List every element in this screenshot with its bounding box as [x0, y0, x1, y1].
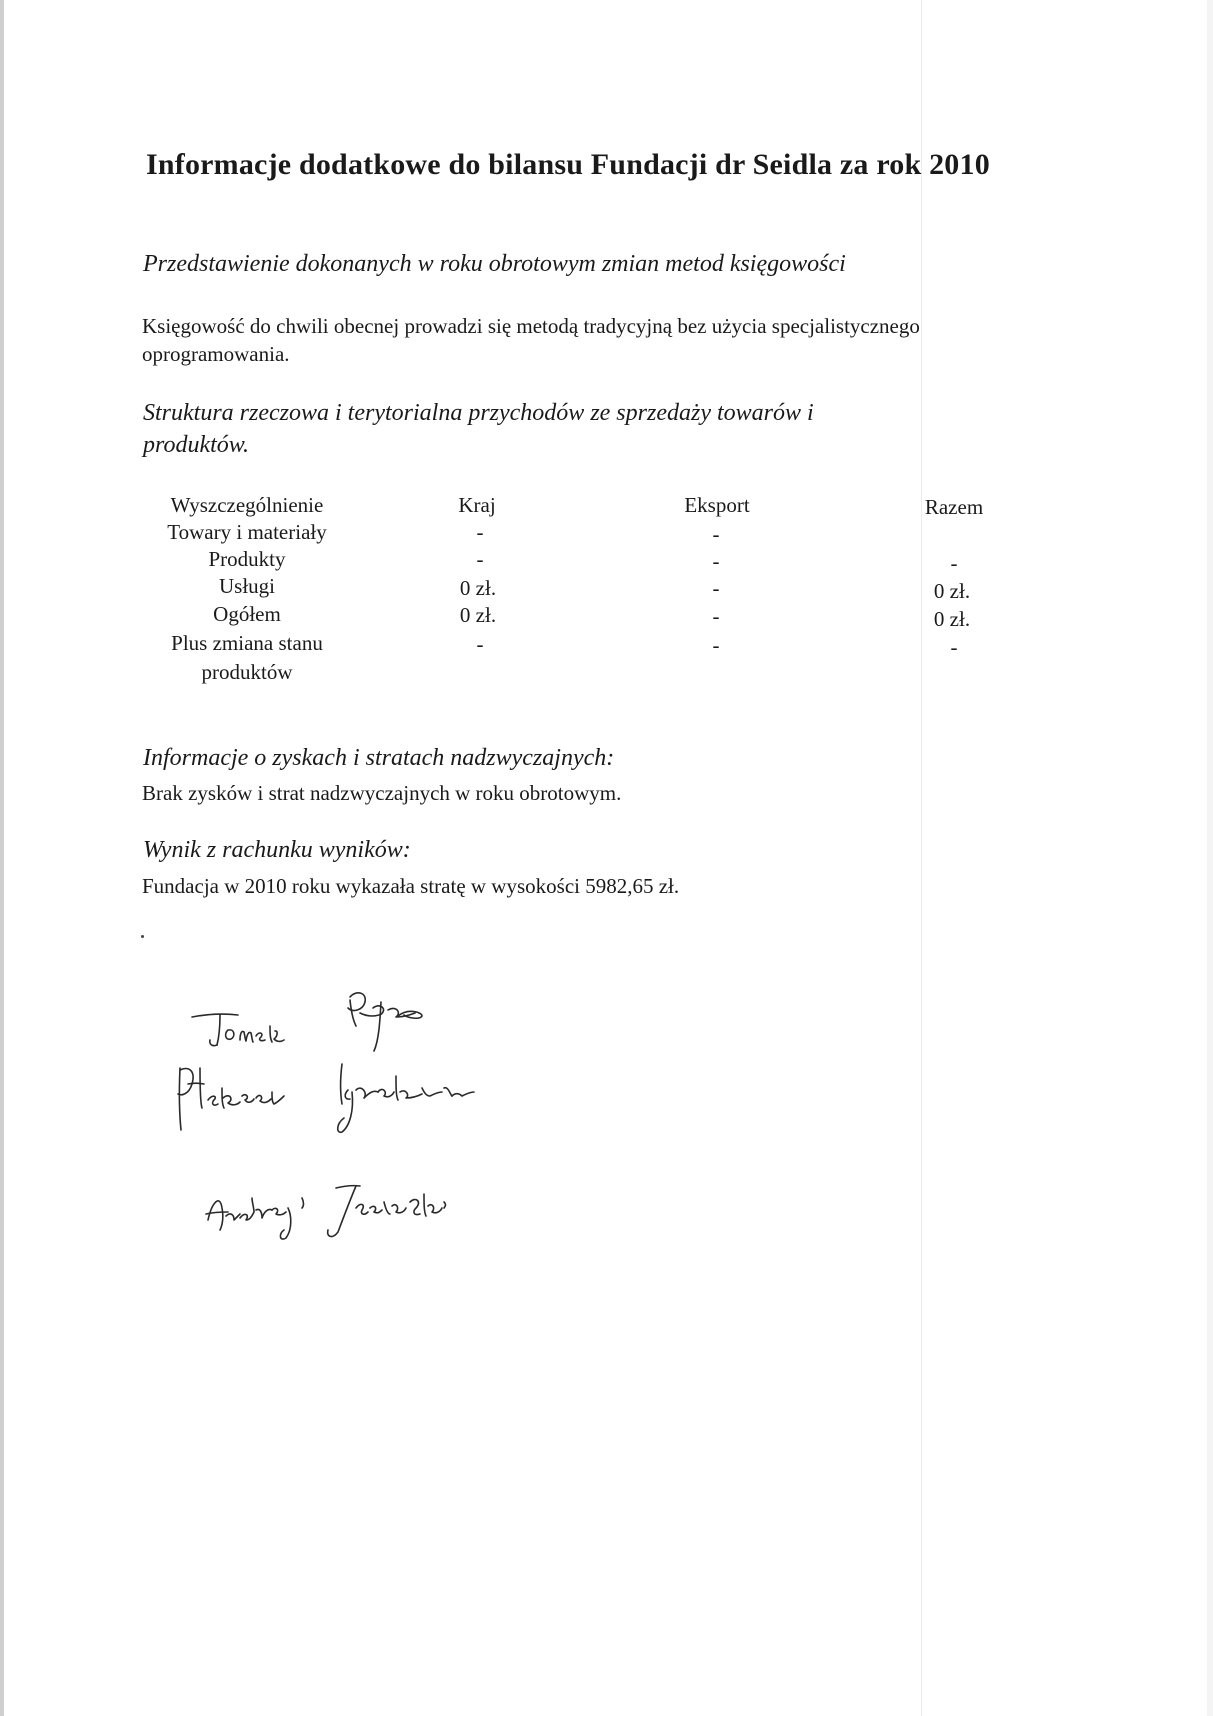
table-row-eksport: - [712, 633, 720, 657]
table-row-kraj: - [476, 632, 484, 656]
section-heading-revenue-structure-line2: produktów. [143, 432, 249, 458]
table-row-eksport: - [712, 522, 720, 546]
table-row-kraj: - [476, 520, 484, 544]
scan-edge-right [1207, 0, 1213, 1716]
section-heading-result: Wynik z rachunku wyników: [143, 837, 411, 863]
scan-edge-left [0, 0, 4, 1716]
signature-1 [192, 1014, 284, 1046]
table-header-razem: Razem [924, 495, 984, 519]
table-row-item: Usługi [218, 574, 276, 598]
table-row-eksport: - [712, 549, 720, 573]
table-row-item: Towary i materiały [167, 520, 327, 544]
table-row-razem: 0 zł. [933, 579, 971, 603]
section-heading-extraordinary: Informacje o zyskach i stratach nadzwyczajnych: [143, 745, 615, 771]
signature-1b [348, 993, 422, 1051]
table-row-kraj: 0 zł. [459, 576, 497, 600]
table-row-razem: - [950, 635, 958, 659]
signature-2 [178, 1068, 284, 1130]
table-row-item: Ogółem [213, 602, 281, 626]
table-header-kraj: Kraj [458, 493, 496, 517]
document-title: Informacje dodatkowe do bilansu Fundacji dr Seidla za rok 2010 [146, 148, 990, 181]
paragraph-accounting-line2: oprogramowania. [142, 342, 290, 366]
paragraph-accounting-line1: Księgowość do chwili obecnej prowadzi się metodą tradycyjną bez użycia specjalistycznego [142, 314, 920, 338]
table-row-item: Produkty [208, 547, 286, 571]
stray-mark [141, 935, 144, 938]
table-header-eksport: Eksport [684, 493, 750, 517]
paragraph-extraordinary: Brak zysków i strat nadzwyczajnych w roku obrotowym. [142, 781, 622, 805]
table-row-eksport: - [712, 576, 720, 600]
signatures-block [160, 980, 540, 1320]
table-row-item: Plus zmiana stanu [171, 631, 323, 655]
table-row-kraj: 0 zł. [459, 603, 497, 627]
table-row-kraj: - [476, 547, 484, 571]
table-header-item: Wyszczególnienie [170, 493, 324, 517]
section-heading-revenue-structure-line1: Struktura rzeczowa i terytorialna przychodów ze sprzedaży towarów i [143, 400, 814, 426]
table-row-razem: 0 zł. [933, 607, 971, 631]
signature-3 [206, 1186, 446, 1239]
table-row-item-continued: produktów [201, 660, 293, 684]
section-heading-accounting-changes: Przedstawienie dokonanych w roku obrotowym zmian metod księgowości [143, 251, 846, 277]
signature-2b [338, 1064, 474, 1132]
table-row-razem: - [950, 551, 958, 575]
scan-fold-line [921, 0, 922, 1716]
paragraph-result: Fundacja w 2010 roku wykazała stratę w wysokości 5982,65 zł. [142, 874, 680, 898]
table-row-eksport: - [712, 604, 720, 628]
